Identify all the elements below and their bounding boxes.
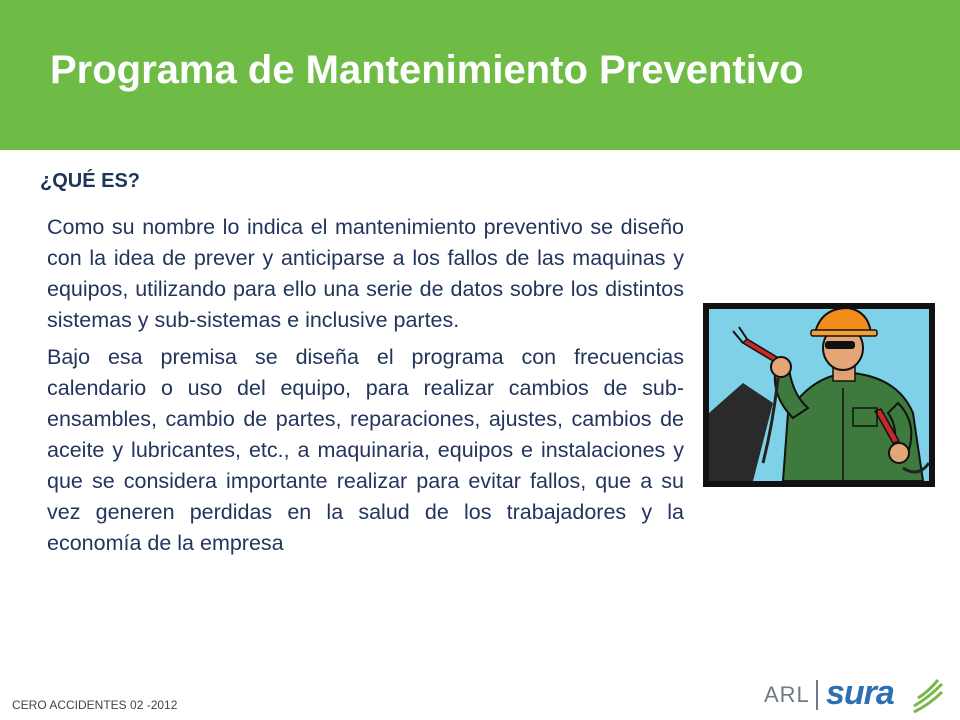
paragraph-2 (47, 342, 684, 559)
logo-sura-text: sura (826, 674, 894, 712)
paragraph-2-text: Bajo esa premisa se diseña el programa con frecuencias calendario o uso del equipo, para realizar cambios de sub-ensambles, cambio de partes, reparaciones, ajustes, cambios de aceite y lubricantes, etc., a maquinaria, equipos e instalaciones y que se considera importante realizar para evitar fallos, que a su vez generen perdidas en la salud de los trabajadores y la economía de la empresa (47, 345, 684, 555)
paragraph-1 (47, 212, 684, 336)
footer-text: CERO ACCIDENTES 02 -2012 (12, 698, 178, 712)
logo-arl-text: ARL (764, 682, 810, 707)
sura-swoosh-icon (912, 676, 944, 714)
arl-sura-logo (764, 672, 944, 718)
paragraph-1-text: Como su nombre lo indica el mantenimiento preventivo se diseño con la idea de prever y anticiparse a los fallos de las maquinas y equipos, utilizando para ello una serie de datos sobre los distintos sistemas y sub-sistemas e inclusive partes. (47, 215, 684, 332)
body-text (47, 212, 684, 565)
slide-title: Programa de Mantenimiento Preventivo (50, 48, 804, 92)
section-heading: ¿QUÉ ES? (40, 170, 141, 192)
logo-divider (816, 680, 818, 710)
title-bar (0, 0, 960, 150)
worker-with-jumper-cables-icon (703, 303, 935, 487)
